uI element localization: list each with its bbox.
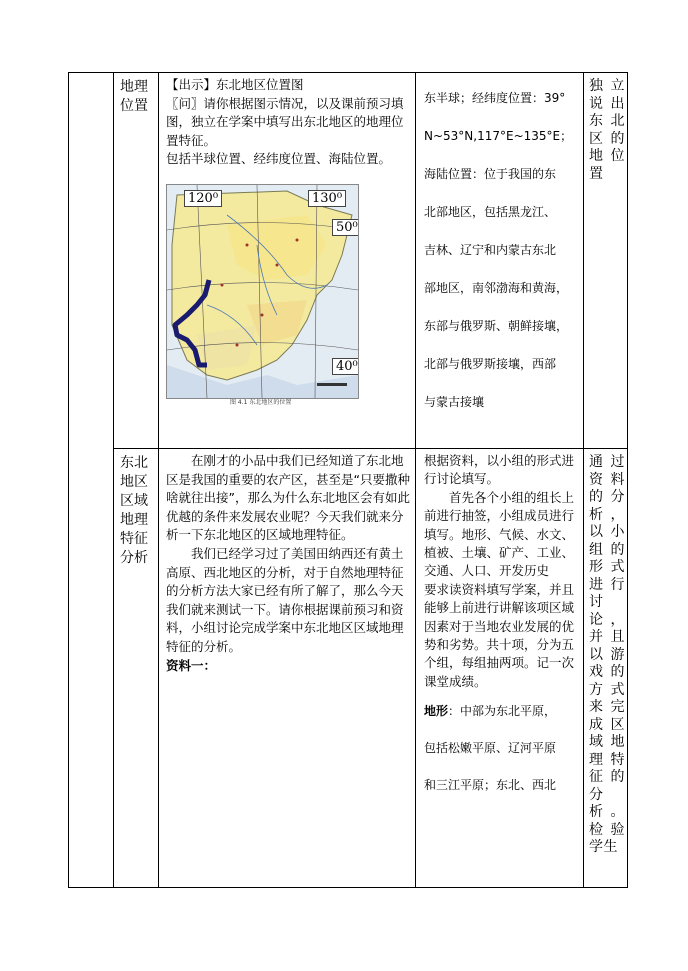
method-paragraph: 我们已经学习过了美国田纳西还有黄土高原、西北地区的分析，对于自然地理特征的分析方法大家已经有所了解了，那么今天我们就来测试一下。请你根据课前预习和资料，小组讨论完成学案中东北地区区域地理特征的分析。	[166, 545, 404, 654]
answer-line: 与蒙古接壤	[424, 395, 485, 409]
terrain-line: 和三江平原；东北、西北	[424, 778, 557, 793]
location-prompt	[166, 76, 411, 169]
lon-120-label: 120⁰	[184, 190, 222, 207]
table-border-right	[627, 72, 628, 888]
answer-line: 北部地区，包括黑龙江、	[424, 205, 557, 219]
lon-130-label: 130⁰	[308, 190, 346, 207]
map-caption: 图 4.1 东北地区的位置	[230, 399, 292, 406]
map-graphic	[167, 185, 358, 398]
question-line: 〖问〗请你根据图示情况，以及课前预习填图，独立在学案中填写出东北地区的地理位置特征。	[166, 95, 404, 148]
row-label-analysis: 东北地区区域地理特征分析	[120, 455, 148, 566]
location-answer	[424, 79, 584, 421]
terrain-line: 包括松嫩平原、辽河平原	[424, 741, 557, 756]
northeast-map	[166, 184, 359, 399]
row-label-location: 地理位置	[120, 79, 148, 114]
terrain-block	[424, 693, 579, 804]
row-divider	[113, 448, 628, 449]
location-intent: 独立说出东北区的地位置	[589, 78, 625, 182]
analysis-activity	[424, 452, 579, 804]
include-line: 包括半球位置、经纬度位置、海陆位置。	[166, 151, 392, 167]
lat-40-label: 40⁰	[332, 358, 359, 375]
table-border-left	[68, 72, 69, 888]
answer-line: 东半球；经纬度位置：39°	[424, 91, 566, 105]
table-divider	[415, 72, 416, 888]
answer-line: 海陆位置：位于我国的东	[424, 167, 557, 181]
table-border-top	[68, 72, 628, 73]
answer-line: 吉林、辽宁和内蒙古东北	[424, 243, 557, 257]
activity-paragraph: 根据资料，以小组的形式进行讨论填写。	[424, 453, 575, 487]
analysis-prompt	[166, 452, 411, 675]
table-divider	[158, 72, 159, 888]
answer-line: 北部与俄罗斯接壤，西部	[424, 357, 557, 371]
answer-line: N~53°N,117°E~135°E；	[424, 129, 573, 143]
intro-paragraph: 在刚才的小品中我们已经知道了东北地区是我国的重要的农产区，甚至是“只要撒种 啥就往出接”，那么为什么东北地区会有如此优越的条件来发展农业呢？今天我们就来分析一下东北地区的区域地理特征。	[166, 453, 410, 543]
analysis-intent: 通过资料的分析，以小组的形式进行讨论，并且以游戏的方式来完成区域地理特征的分析。检验学生	[589, 454, 625, 855]
material-one-label: 资料一：	[166, 657, 217, 673]
draw-lots-paragraph: 首先各个小组的组长上前进行抽签，小组成员进行填写。地形、气候、水文、植被、土壤、矿产、工业、交通、人口、开发历史	[424, 489, 575, 579]
terrain-line: ：中部为东北平原，	[448, 704, 557, 719]
table-border-bottom	[68, 887, 628, 888]
table-divider	[113, 72, 114, 888]
answer-line: 东部与俄罗斯、朝鲜接壤，	[424, 319, 569, 333]
lat-50-label: 50⁰	[332, 219, 359, 236]
show-map-line: 【出示】东北地区位置图	[166, 77, 304, 92]
requirement-paragraph: 要求读资料填写学案，并且能够上前进行讲解该项区域因素对于当地农业发展的优势和劣势。共十项，分为五个组，每组抽两项。记一次课堂成绩。	[424, 581, 575, 689]
terrain-label: 地形	[424, 704, 449, 719]
answer-line: 部地区，南邻渤海和黄海，	[424, 281, 569, 295]
